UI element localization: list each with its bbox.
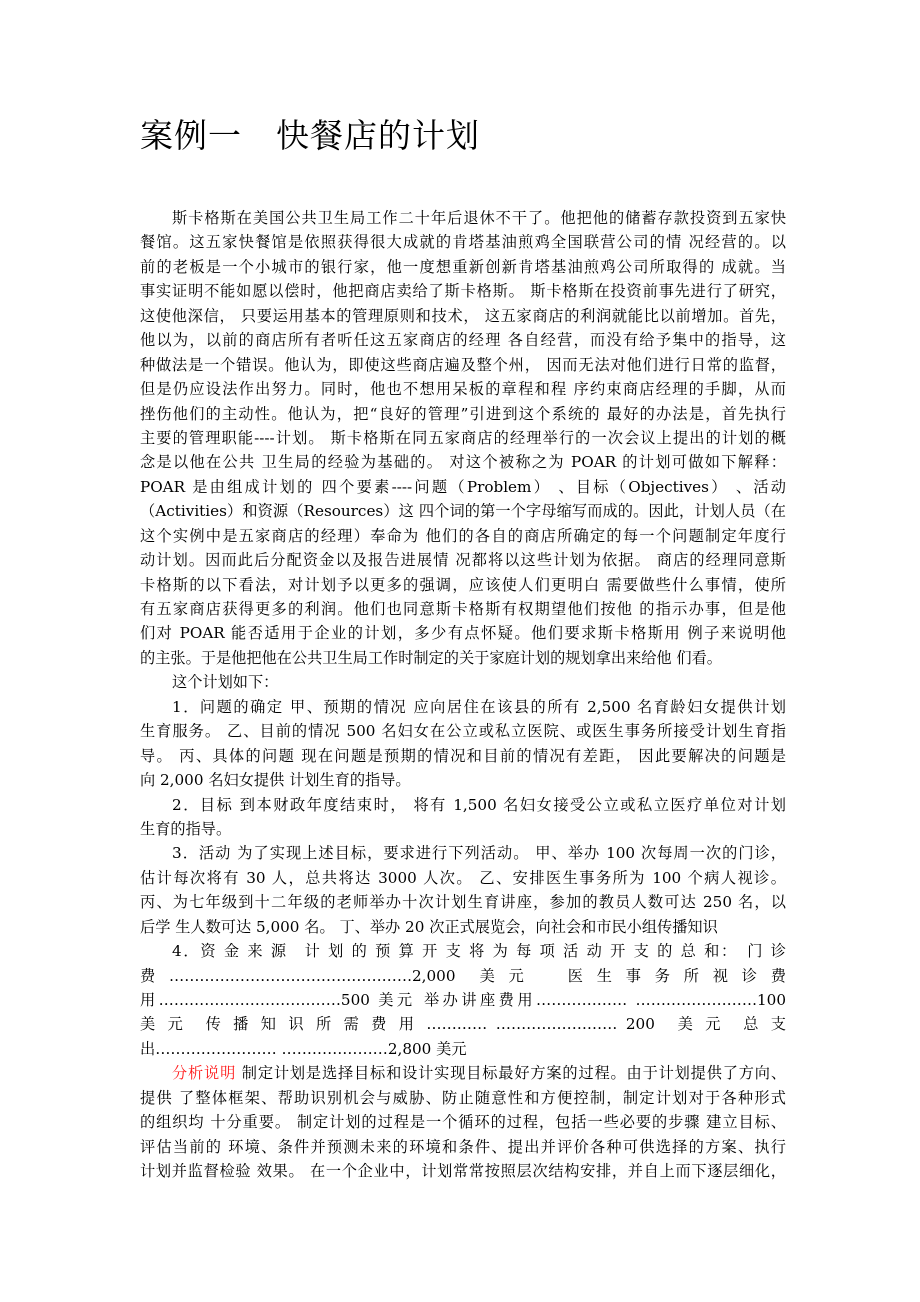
text-line: 餐馆。这五家快餐馆是依照获得很大成就的肯塔基油煎鸡全国联营公司的情 况经营的。以 (140, 233, 786, 252)
text-line: 生育服务。 乙、目前的情况 500 名妇女在公立或私立医院、或医生事务所接受计划生育指 (140, 722, 786, 741)
analysis-line: 评估当前的 环境、条件并预测未来的环境和条件、提出并评价各种可供选择的方案、执行 (140, 1137, 786, 1156)
text-line: POAR 是由组成计划的 四个要素----问题（Problem） 、目标（Objectives） 、活动 (140, 477, 786, 496)
text-line: 斯卡格斯在美国公共卫生局工作二十年后退休不干了。他把他的储蓄存款投资到五家快 (172, 209, 786, 227)
text-line: 生育的指导。 (140, 819, 232, 838)
text-line: 3．活动 为了实现上述目标，要求进行下列活动。 甲、举办 100 次每周一次的门诊， (172, 844, 786, 863)
text-line: 但是仍应设法作出努力。同时，他也不想用呆板的章程和程 序约束商店经理的手脚，从而 (140, 380, 786, 399)
analysis-text: 制定计划是选择目标和设计实现目标最好方案的过程。由于计划提供了方向、 (236, 1064, 787, 1083)
text-line: 用………………………………500 美元 举办讲座费用……………… ……………………100 (140, 991, 786, 1009)
text-line: 这个计划如下： (172, 673, 279, 692)
analysis-line: 计划并监督检验 效果。 在一个企业中，计划常常按照层次结构安排，并自上而下逐层细化， (140, 1162, 786, 1181)
document-body (140, 206, 786, 1184)
text-line: 卡格斯的以下看法，对计划予以更多的强调，应该使人们更明白 需要做些什么事情，使所 (140, 575, 786, 594)
text-line: （Activities）和资源（Resources）这 四个词的第一个字母缩写而成的。因此，计划人员（在 (140, 502, 786, 521)
text-line: 美 元 传 播 知 识 所 需 费 用 ………… …………………… 200 美 元 总 支 (140, 1015, 786, 1034)
text-line: 们对 POAR 能否适用于企业的计划，多少有点怀疑。他们要求斯卡格斯用 例子来说明他 (140, 624, 786, 643)
document-title: 案例一 快餐店的计划 (140, 116, 480, 155)
text-line: 前的老板是一个小城市的银行家，他一度想重新创新肯塔基油煎鸡公司所取得的 成就。当 (140, 257, 786, 276)
text-line: 4．资 金 来 源 计 划 的 预 算 开 支 将 为 每 项 活 动 开 支 的 总 和： 门 诊 (172, 942, 786, 961)
text-line: 这个实例中是五家商店的经理）奉命为 他们的各自的商店所确定的每一个问题制定年度行 (140, 526, 786, 545)
analysis-line: 提供 了整体框架、帮助识别机会与威胁、防止随意性和方便控制，制定计划对于各种形式 (140, 1088, 786, 1107)
analysis-label: 分析说明 (172, 1064, 237, 1083)
analysis-line: 的组织均 十分重要。 制定计划的过程是一个循环的过程，包括一些必要的步骤 建立目标、 (140, 1113, 786, 1132)
text-line: 他以为，以前的商店所有者听任这五家商店的经理 各自经营，而没有给予集中的指导，这 (140, 331, 786, 350)
text-line: 费 …………………………………………2,000 美 元 医 生 事 务 所 视 诊 费 (140, 966, 786, 985)
text-line: 主要的管理职能----计划。 斯卡格斯在同五家商店的经理举行的一次会议上提出的计划的概 (140, 428, 786, 447)
text-line: 向 2,000 名妇女提供 计划生育的指导。 (140, 771, 411, 790)
text-line: 导。 丙、具体的问题 现在问题是预期的情况和目前的情况有差距， 因此要解决的问题是 (140, 746, 786, 765)
text-line: 1．问题的确定 甲、预期的情况 应向居住在该县的所有 2,500 名育龄妇女提供计划 (172, 697, 786, 716)
text-line: 丙、为七年级到十二年级的老师举办十次计划生育讲座，参加的教员人数可达 250 名，以 (140, 893, 786, 912)
text-line: 估计每次将有 30 人，总共将达 3000 人次。 乙、安排医生事务所为 100 个病人视诊。 (140, 868, 786, 887)
text-line: 这使他深信， 只要运用基本的管理原则和技术， 这五家商店的利润就能比以前增加。首先， (140, 306, 786, 325)
analysis-first-line (140, 1061, 786, 1085)
text-line: 2．目标 到本财政年度结束时， 将有 1,500 名妇女接受公立或私立医疗单位对计划 (172, 795, 786, 814)
text-line: 后学 生人数可达 5,000 名。 丁、举办 20 次正式展览会，向社会和市民小组传播知识 (140, 917, 718, 936)
text-line: 有五家商店获得更多的利润。他们也同意斯卡格斯有权期望他们按他 的指示办事，但是他 (140, 600, 786, 618)
text-line: 挫伤他们的主动性。他认为，把“良好的管理”引进到这个系统的 最好的办法是，首先执行 (140, 404, 786, 423)
text-line: 种做法是一个错误。他认为，即使这些商店遍及整个州， 因而无法对他们进行日常的监督， (140, 355, 786, 374)
text-line: 出…………………… …………………2,800 美元 (140, 1039, 467, 1058)
text-line: 事实证明不能如愿以偿时，他把商店卖给了斯卡格斯。 斯卡格斯在投资前事先进行了研究， (140, 282, 786, 301)
text-line: 念是以他在公共 卫生局的经验为基础的。 对这个被称之为 POAR 的计划可做如下解释： (140, 453, 786, 472)
text-line: 动计划。因而此后分配资金以及报告进展情 况都将以这些计划为依据。 商店的经理同意斯 (140, 551, 786, 570)
text-line: 的主张。于是他把他在公共卫生局工作时制定的关于家庭计划的规划拿出来给他 们看。 (140, 648, 722, 667)
